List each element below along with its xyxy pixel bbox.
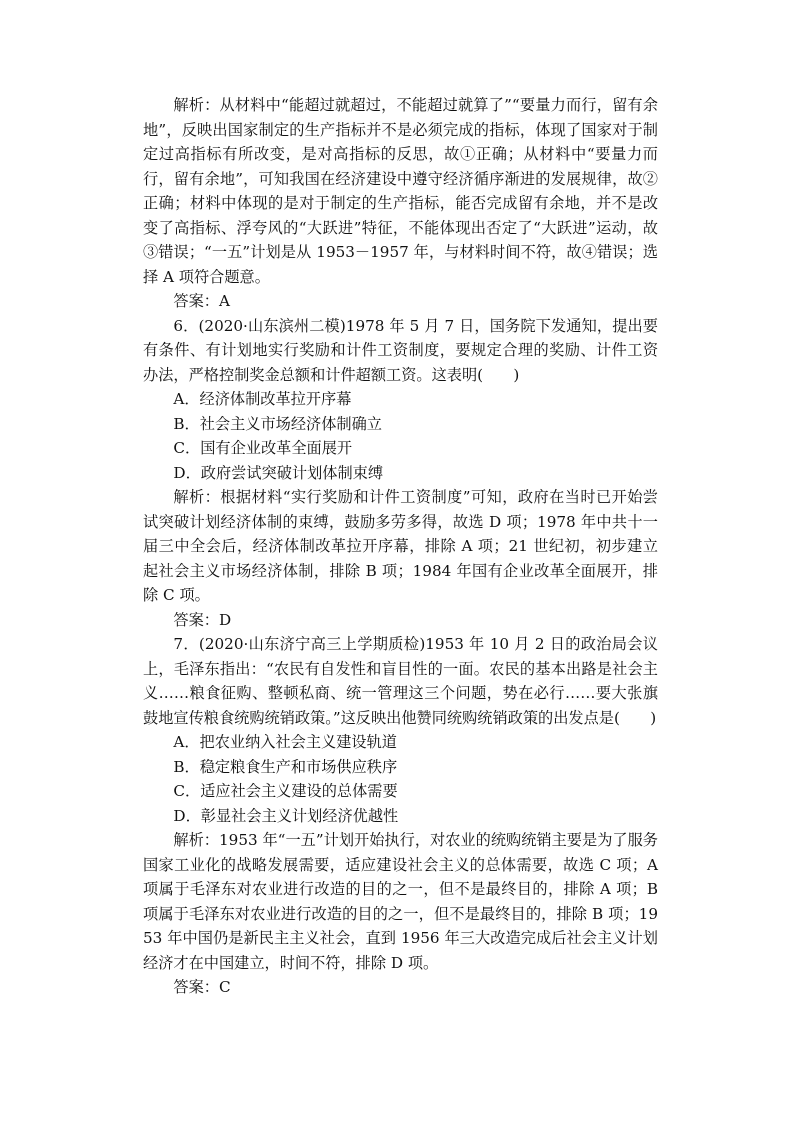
q6-stem: 6．(2020·山东滨州二模)1978 年 5 月 7 日，国务院下发通知，提出要有条件、有计划地实行奖励和计件工资制度，要规定合理的奖励、计件工资办法，严格控制奖金总额和计件超额工资。这表明( ) (143, 316, 658, 384)
q7-option-c: C．适应社会主义建设的总体需要 (173, 782, 398, 800)
q6-option-b: B．社会主义市场经济体制确立 (173, 414, 382, 433)
q6-option-a: A．经济体制改革拉开序幕 (173, 390, 352, 408)
q5-analysis: 解析：从材料中“能超过就超过，不能超过就算了”“要量力而行，留有余地”，反映出国家制定的生产指标并不是必须完成的指标，体现了国家对于制定过高指标有所改变，是对高指标的反思，故①正确；从材料中“要量力而行，留有余地”，可知我国在经济建设中遵守经济循序渐进的发展规律，故②正确；材料中体现的是对于制定的生产指标，能否完成留有余地，并不是改变了高指标、浮夸风的“大跃进”特征，不能体现出否定了“大跃进”运动，故③错误；“一五”计划是从 1953－1957 年，与材料时间不符，故④错误；选择 A 项符合题意。 (143, 96, 658, 286)
q7-option-d: D．彰显社会主义计划经济优越性 (173, 806, 399, 825)
q5-answer: 答案：A (173, 292, 230, 310)
q7-option-a: A．把农业纳入社会主义建设轨道 (173, 733, 397, 751)
q6-option-c: C．国有企业改革全面展开 (173, 439, 353, 457)
q7-stem: 7．(2020·山东济宁高三上学期质检)1953 年 10 月 2 日的政治局会议上，毛泽东指出：“农民有自发性和盲目性的一面。农民的基本出路是社会主义……粮食征购、整顿私商、统一管理这三个问题，势在必行……要大张旗鼓地宣传粮食统购统销政策。”这反映出他赞同统购统销政策的出发点是( ) (143, 635, 658, 727)
q6-option-d: D．政府尝试突破计划体制束缚 (173, 463, 384, 482)
q7-analysis: 解析：1953 年“一五”计划开始执行，对农业的统购统销主要是为了服务国家工业化的战略发展需要，适应建设社会主义的总体需要，故选 C 项；A 项属于毛泽东对农业进行改造的目的之一，但不是最终目的，排除 A 项；B 项属于毛泽东对农业进行改造的目的之一，但不是最终目的，排除 B 项；1953 年中国仍是新民主主义社会，直到 1956 年三大改造完成后社会主义计划经济才在中国建立，时间不符，排除 D 项。 (143, 831, 658, 972)
q7-answer: 答案：C (173, 978, 231, 996)
q6-analysis: 解析：根据材料“实行奖励和计件工资制度”可知，政府在当时已开始尝试突破计划经济体制的束缚，鼓励多劳多得，故选 D 项；1978 年中共十一届三中全会后，经济体制改革拉开序幕，排除 A 项；21 世纪初，初步建立起社会主义市场经济体制，排除 B 项；1984 年国有企业改革全面展开，排除 C 项。 (143, 488, 658, 604)
q7-option-b: B．稳定粮食生产和市场供应秩序 (173, 757, 398, 776)
page-content (143, 93, 658, 1000)
q6-answer: 答案：D (173, 610, 232, 629)
